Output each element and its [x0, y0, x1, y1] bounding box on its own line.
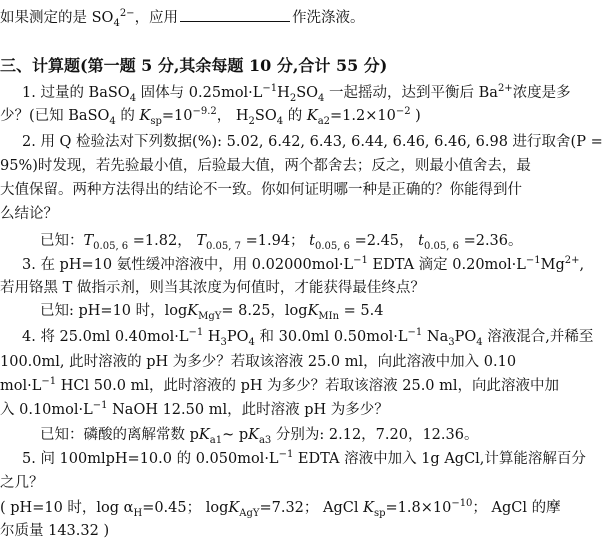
- q5-given: ( pH=10 时，$\log \alpha_H=0.45$； logK$_{AgY}$=7.32； AgCl $K_{sp}=1.8\times 10^{-10}$； AgCl 的摩: [0, 498, 561, 519]
- q4-given: 已知：磷酸的离解常数 $pK_{a1}\sim$ $pK_{a3}$ 分别为: 2.12，7.20，12.36。: [40, 427, 479, 446]
- q4-line4: 入 $0.10mol\cdot L^{-1}$ NaOH 12.50 ml，此时溶液 pH 为多少？: [0, 400, 389, 418]
- section-title: 三、计算题(第一题 5 分,其余每题 10 分,合计 55 分): [0, 56, 388, 75]
- q1-line2: 少？(已知 BaSO$_4$ 的 $K_{sp}=10^{-9.2}$， $H_2SO_4$ 的 $K_{a2}=1.2\times 10^{-2}$ ): [0, 106, 421, 127]
- top-line: 如果测定的是 $SO_4^{2-}$，应用 作洗涤液。: [0, 8, 365, 29]
- q3-given: 已知: pH=10 时，logK$_{MgY}$= 8.25，logK$_{MIn}$ = 5.4: [40, 303, 384, 322]
- answer-blank: [180, 7, 290, 22]
- q5-line2: 之几？: [0, 475, 44, 491]
- q3-line2: 若用铬黑 T 做指示剂，则当其浓度为何值时，才能获得最佳终点？: [0, 280, 425, 296]
- q3-line1: 3. 在 pH=10 氨性缓冲溶液中，用 $0.02000mol\cdot L^{-1}$ EDTA 滴定 $0.20mol\cdot L^{-1}Mg^{2+}$,: [22, 255, 585, 273]
- q2-line3: 大值保留。两种方法得出的结论不一致。你如何证明哪一种是正确的？你能得到什: [0, 182, 522, 198]
- q2-line2: 95%)时发现，若先验最小值，后验最大值，两个都舍去；反之，则最小值舍去，最: [0, 158, 531, 174]
- q1-line1: 1. 过量的 BaSO$_4$ 固体与 $0.25mol\cdot L^{-1}H_2SO_4$ 一起摇动，达到平衡后 $Ba^{2+}$浓度是多: [22, 83, 571, 104]
- q2-line4: 么结论？: [0, 206, 58, 222]
- q4-line3: $mol\cdot L^{-1}$ HCl 50.0 ml，此时溶液的 pH 为多少？若取该溶液 25.0 ml，向此溶液中加: [0, 376, 560, 394]
- q4-line2: 100.0ml, 此时溶液的 pH 为多少？若取该溶液 25.0 ml，向此溶液中加入 0.10: [0, 354, 517, 370]
- q5-line1: 5. 问 100mlpH=10.0 的 $0.050mol\cdot L^{-1}$ EDTA 溶液中加入 1g AgCl,计算能溶解百分: [22, 449, 586, 467]
- q2-given: 已知：$T_{0.05, 6} =1.82$， $T_{0.05, 7} =1.94$； $t_{0.05, 6} =2.45$， $t_{0.05, 6} =2.36$。: [40, 233, 523, 252]
- q4-line1: 4. 将 25.0ml $0.40mol\cdot L^{-1}$ $H_3PO_4$ 和 30.0ml $0.50mol\cdot L^{-1}$ $Na_3PO_4$ 溶液混合,并稀至: [22, 327, 594, 348]
- q2-line1: 2. 用 Q 检验法对下列数据(%): 5.02, 6.42, 6.43, 6.44, 6.46, 6.46, 6.98 进行取舍(P =: [22, 134, 603, 150]
- q5-given-cont: 尔质量 143.32 ): [0, 523, 110, 539]
